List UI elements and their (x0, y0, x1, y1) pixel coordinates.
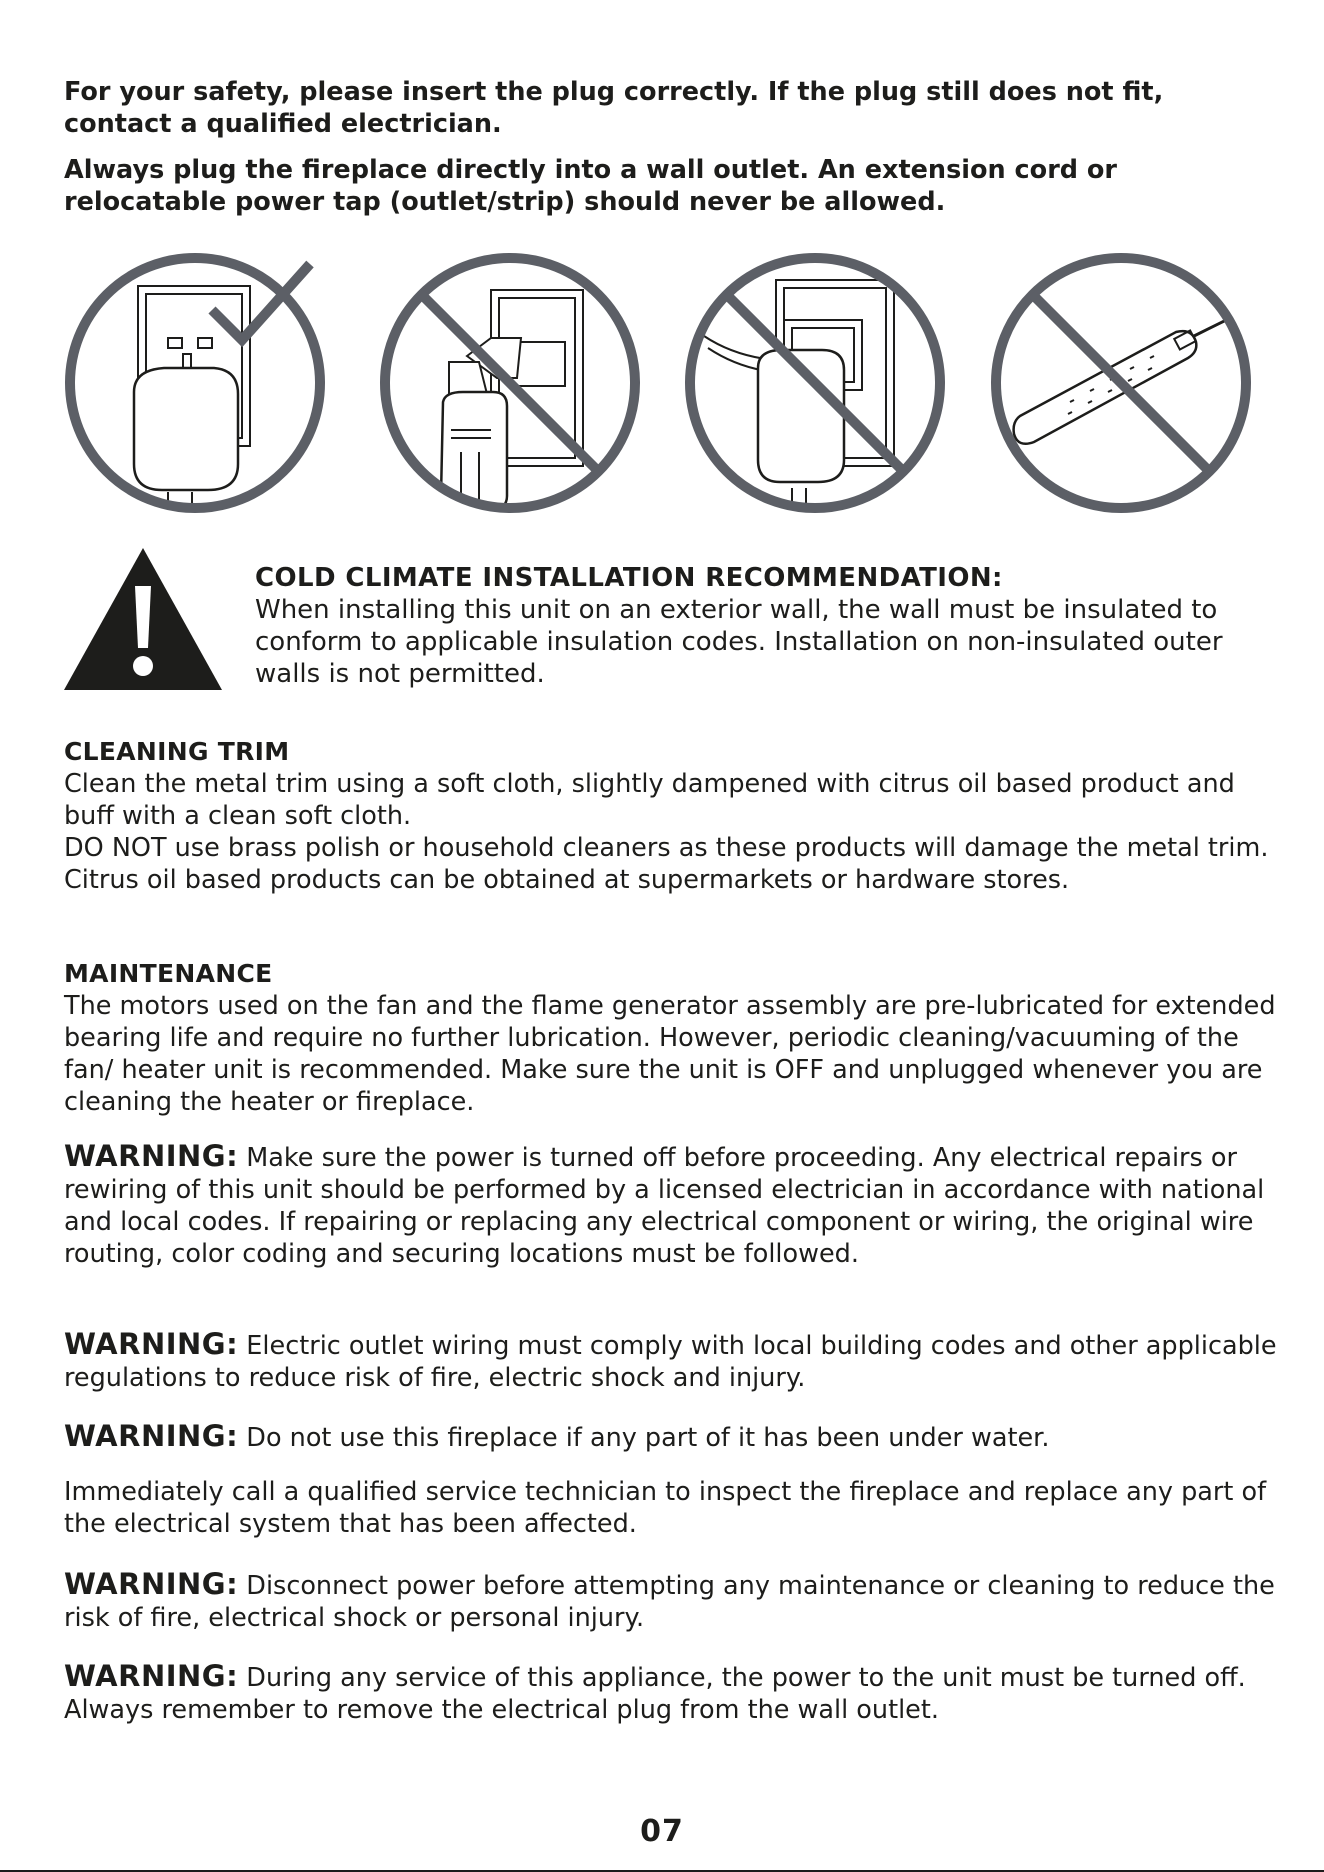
cleaning-trim-paragraph-2: DO NOT use brass polish or household cleaners as these products will damage the metal trim. (64, 833, 1269, 863)
warning-label: WARNING: (64, 1327, 239, 1361)
maintenance-title: MAINTENANCE (64, 959, 273, 988)
maintenance-paragraph: The motors used on the fan and the flame generator assembly are pre-lubricated for extended bearing life and require no further lubrication. However, periodic cleaning/vacuuming of the fan/ heater unit is recommended. Make sure the unit is OFF and unplugged whenever you are cleaning the heater or fireplace. (64, 991, 1276, 1117)
warning-text: Make sure the power is turned off before proceeding. Any electrical repairs or rewiring of this unit should be performed by a licensed electrician in accordance with national and local codes. If repairing or replacing any electrical component or wiring, the original wire routing, color coding and securing locations must be followed. (64, 1143, 1265, 1269)
maintenance-section (64, 958, 1284, 1118)
warning-outlet-wiring (64, 1328, 1284, 1394)
warning-power-off (64, 1140, 1284, 1270)
page-number: 07 (640, 1814, 684, 1849)
cold-climate-body: When installing this unit on an exterior wall, the wall must be insulated to conform to applicable insulation codes. Installation on non-insulated outer walls is not permitted. (255, 595, 1223, 689)
warning-service (64, 1660, 1284, 1726)
cleaning-trim-paragraph-3: Citrus oil based products can be obtained at supermarkets or hardware stores. (64, 865, 1070, 895)
cleaning-trim-section (64, 736, 1284, 896)
warning-text: Disconnect power before attempting any maintenance or cleaning to reduce the risk of fire, electrical shock or personal injury. (64, 1571, 1275, 1633)
plug-usage-icons (64, 252, 1264, 522)
warning-label: WARNING: (64, 1419, 239, 1453)
adapter-plug-prohibited-icon (379, 252, 641, 514)
warning-text: Do not use this fireplace if any part of it has been under water. (238, 1423, 1050, 1453)
power-strip-prohibited-icon (990, 252, 1252, 514)
warning-label: WARNING: (64, 1567, 239, 1601)
warning-under-water (64, 1420, 1284, 1454)
warning-label: WARNING: (64, 1139, 239, 1173)
extension-plug-prohibited-icon (684, 252, 946, 514)
technician-note: Immediately call a qualified service technician to inspect the fireplace and replace any part of the electrical system that has been affected. (64, 1477, 1267, 1539)
intro-wall-outlet-paragraph: Always plug the fireplace directly into a wall outlet. An extension cord or relocatable power tap (outlet/strip) should never be allowed. (64, 155, 1117, 217)
cold-climate-caution (64, 548, 1264, 698)
warning-text: During any service of this appliance, the power to the unit must be turned off. Always remember to remove the electrical plug from the wall outlet. (64, 1663, 1246, 1725)
warning-text: Electric outlet wiring must comply with local building codes and other applicable regulations to reduce risk of fire, electric shock and injury. (64, 1331, 1277, 1393)
cleaning-trim-title: CLEANING TRIM (64, 737, 290, 766)
warning-label: WARNING: (64, 1659, 239, 1693)
warning-triangle-icon (64, 548, 222, 690)
plug-in-wall-outlet-correct-icon (64, 252, 326, 514)
intro-plug-paragraph: For your safety, please insert the plug correctly. If the plug still does not fit, contact a qualified electrician. (64, 77, 1164, 139)
cleaning-trim-paragraph-1: Clean the metal trim using a soft cloth, slightly dampened with citrus oil based product and buff with a clean soft cloth. (64, 769, 1235, 831)
cold-climate-title: COLD CLIMATE INSTALLATION RECOMMENDATION: (255, 563, 1003, 593)
intro-safety-text (64, 76, 1264, 232)
warning-disconnect-power (64, 1568, 1284, 1634)
